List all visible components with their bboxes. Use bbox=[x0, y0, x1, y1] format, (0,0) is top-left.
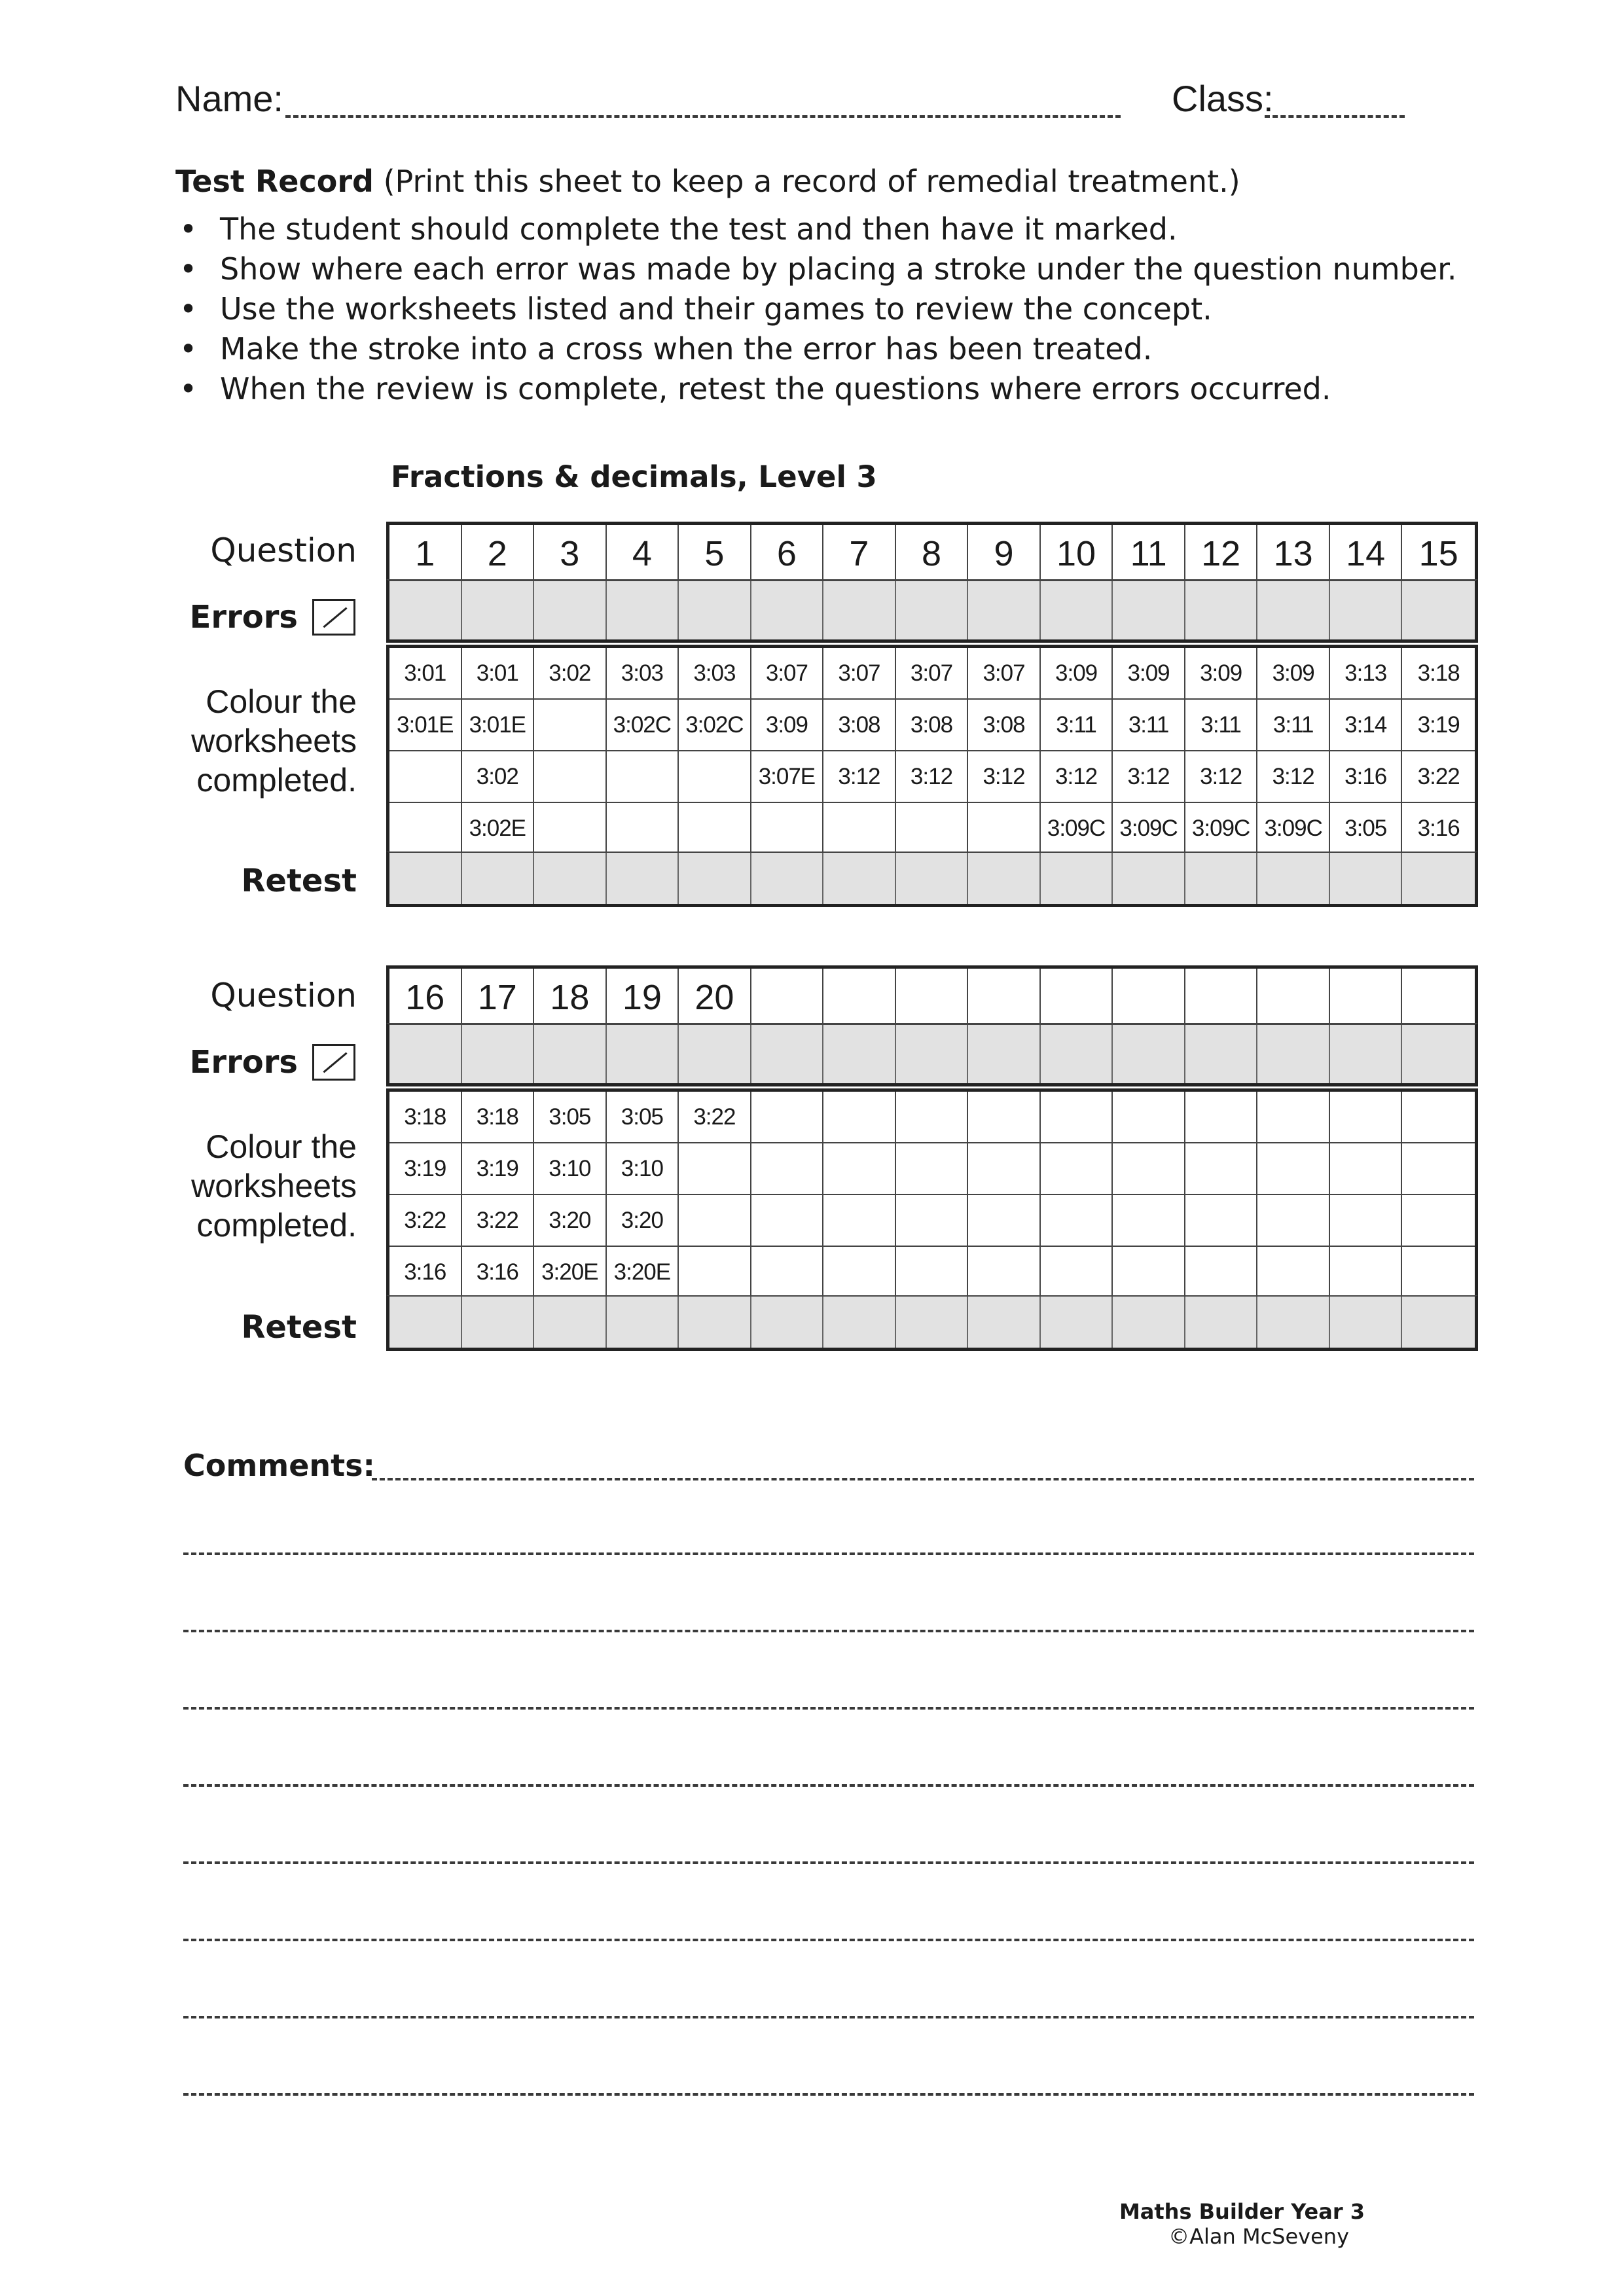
error-mark-cell[interactable] bbox=[896, 581, 969, 641]
worksheet-cell[interactable]: 3:16 bbox=[389, 1247, 462, 1299]
question-number-cell: 5 bbox=[679, 525, 751, 583]
question-number-cell bbox=[1041, 969, 1113, 1026]
question-number-cell bbox=[823, 969, 896, 1026]
worksheet-cell[interactable] bbox=[534, 803, 607, 855]
error-mark-cell[interactable] bbox=[1330, 581, 1403, 641]
worksheet-cell[interactable] bbox=[751, 1143, 824, 1195]
colour-label-line: completed. bbox=[196, 1207, 357, 1244]
retest-cell[interactable] bbox=[1330, 853, 1403, 904]
test-record-title: Test Record bbox=[175, 164, 374, 199]
worksheet-cell[interactable]: 3:18 bbox=[1402, 648, 1475, 700]
worksheet-cell[interactable]: 3:12 bbox=[1041, 751, 1113, 803]
comment-line[interactable] bbox=[183, 1784, 1474, 1787]
retest-cell[interactable] bbox=[679, 853, 751, 904]
worksheet-cell[interactable]: 3:11 bbox=[1185, 700, 1258, 751]
colour-label-line: Colour the bbox=[206, 1128, 357, 1165]
question-number-cell bbox=[1257, 969, 1330, 1026]
worksheet-cell[interactable]: 3:19 bbox=[462, 1143, 535, 1195]
error-mark-cell[interactable] bbox=[679, 1025, 751, 1085]
worksheet-cell[interactable]: 3:13 bbox=[1330, 648, 1403, 700]
worksheet-cell[interactable]: 3:11 bbox=[1041, 700, 1113, 751]
comments-label: Comments: bbox=[183, 1448, 375, 1483]
name-field-line[interactable] bbox=[285, 115, 1121, 118]
error-mark-cell[interactable] bbox=[823, 1025, 896, 1085]
worksheet-cell[interactable]: 3:12 bbox=[1257, 751, 1330, 803]
retest-cell[interactable] bbox=[751, 1297, 824, 1348]
worksheet-cell[interactable] bbox=[968, 1195, 1041, 1247]
error-mark-cell[interactable] bbox=[1185, 1025, 1258, 1085]
worksheet-cell[interactable]: 3:11 bbox=[1257, 700, 1330, 751]
retest-cell[interactable] bbox=[968, 853, 1041, 904]
retest-cell[interactable] bbox=[1185, 853, 1258, 904]
worksheet-cell[interactable] bbox=[1185, 1092, 1258, 1143]
worksheet-cell[interactable]: 3:18 bbox=[389, 1092, 462, 1143]
retest-cell[interactable] bbox=[1185, 1297, 1258, 1348]
worksheet-cell[interactable] bbox=[1185, 1247, 1258, 1299]
worksheet-cell[interactable]: 3:09 bbox=[1185, 648, 1258, 700]
comment-line[interactable] bbox=[183, 2016, 1474, 2018]
worksheet-cell[interactable]: 3:22 bbox=[462, 1195, 535, 1247]
retest-cell[interactable] bbox=[462, 853, 535, 904]
instruction-item: • Show where each error was made by placing a stroke under the question number. bbox=[175, 249, 1456, 289]
retest-cell[interactable] bbox=[823, 1297, 896, 1348]
worksheet-cell[interactable]: 3:16 bbox=[1330, 751, 1403, 803]
comment-line[interactable] bbox=[183, 1861, 1474, 1864]
test-record-subtitle: (Print this sheet to keep a record of remedial treatment.) bbox=[383, 164, 1240, 199]
worksheet-cell[interactable]: 3:01 bbox=[389, 648, 462, 700]
question-number-cell: 17 bbox=[462, 969, 535, 1026]
retest-cell[interactable] bbox=[534, 853, 607, 904]
worksheet-cell[interactable] bbox=[823, 803, 896, 855]
worksheet-cell[interactable] bbox=[1185, 1143, 1258, 1195]
worksheet-cell[interactable] bbox=[1402, 1143, 1475, 1195]
error-mark-cell[interactable] bbox=[751, 581, 824, 641]
worksheet-cell[interactable]: 3:19 bbox=[1402, 700, 1475, 751]
colour-label-line: completed. bbox=[196, 762, 357, 798]
errors-label-group bbox=[190, 1044, 355, 1081]
worksheet-cell[interactable]: 3:22 bbox=[389, 1195, 462, 1247]
worksheet-cell[interactable]: 3:22 bbox=[1402, 751, 1475, 803]
worksheet-cell[interactable]: 3:01 bbox=[462, 648, 535, 700]
instruction-item: • Use the worksheets listed and their games to review the concept. bbox=[175, 289, 1456, 329]
question-number-cell: 20 bbox=[679, 969, 751, 1026]
worksheet-cell[interactable] bbox=[896, 1195, 969, 1247]
retest-cell[interactable] bbox=[679, 1297, 751, 1348]
worksheet-cell[interactable]: 3:18 bbox=[462, 1092, 535, 1143]
class-label: Class: bbox=[1172, 78, 1274, 119]
retest-cell[interactable] bbox=[1113, 1297, 1185, 1348]
error-mark-cell[interactable] bbox=[1113, 1025, 1185, 1085]
retest-row bbox=[386, 852, 1478, 907]
colour-label-line: Colour the bbox=[206, 683, 357, 720]
question-label: Question bbox=[210, 531, 357, 569]
worksheet-cell[interactable]: 3:05 bbox=[534, 1092, 607, 1143]
error-mark-cell[interactable] bbox=[607, 1025, 679, 1085]
colour-worksheets-label bbox=[191, 1127, 357, 1245]
worksheet-cell[interactable] bbox=[1257, 1143, 1330, 1195]
question-number-cell bbox=[1330, 969, 1403, 1026]
question-number-cell: 16 bbox=[389, 969, 462, 1026]
worksheet-cell[interactable]: 3:09 bbox=[1113, 648, 1185, 700]
worksheet-cell[interactable] bbox=[1402, 1092, 1475, 1143]
worksheet-cell[interactable] bbox=[823, 1195, 896, 1247]
worksheet-cell[interactable] bbox=[679, 1195, 751, 1247]
retest-cell[interactable] bbox=[1257, 853, 1330, 904]
question-number-cell: 14 bbox=[1330, 525, 1403, 583]
retest-cell[interactable] bbox=[534, 1297, 607, 1348]
question-number-cell: 18 bbox=[534, 969, 607, 1026]
error-mark-cell[interactable] bbox=[1330, 1025, 1403, 1085]
question-label: Question bbox=[210, 977, 357, 1014]
retest-cell[interactable] bbox=[1041, 1297, 1113, 1348]
row-divider bbox=[386, 639, 1478, 643]
question-number-cell: 7 bbox=[823, 525, 896, 583]
worksheet-cell[interactable]: 3:05 bbox=[607, 1092, 679, 1143]
worksheet-cell[interactable]: 3:09C bbox=[1257, 803, 1330, 855]
worksheet-cell[interactable] bbox=[1113, 1247, 1185, 1299]
question-number-cell bbox=[896, 969, 969, 1026]
question-number-cell bbox=[968, 969, 1041, 1026]
worksheet-cell[interactable]: 3:20 bbox=[534, 1195, 607, 1247]
question-number-cell: 11 bbox=[1113, 525, 1185, 583]
stroke-mark-icon bbox=[312, 1044, 355, 1081]
worksheet-cell[interactable]: 3:05 bbox=[1330, 803, 1403, 855]
worksheet-cell[interactable] bbox=[968, 803, 1041, 855]
worksheet-cell[interactable]: 3:12 bbox=[1185, 751, 1258, 803]
footer-copyright: ©Alan McSeveny bbox=[1168, 2224, 1349, 2249]
worksheet-cell[interactable]: 3:10 bbox=[534, 1143, 607, 1195]
worksheet-cell[interactable]: 3:22 bbox=[679, 1092, 751, 1143]
error-mark-cell[interactable] bbox=[1113, 581, 1185, 641]
worksheet-cell[interactable]: 3:09 bbox=[1041, 648, 1113, 700]
worksheet-cell[interactable] bbox=[679, 1247, 751, 1299]
worksheet-cell[interactable] bbox=[1257, 1195, 1330, 1247]
worksheet-cell[interactable] bbox=[1113, 1195, 1185, 1247]
retest-cell[interactable] bbox=[607, 853, 679, 904]
retest-cell[interactable] bbox=[1113, 853, 1185, 904]
worksheet-cell[interactable]: 3:09C bbox=[1041, 803, 1113, 855]
retest-cell[interactable] bbox=[1330, 1297, 1403, 1348]
colour-worksheets-label bbox=[191, 682, 357, 800]
comment-line[interactable] bbox=[183, 2093, 1474, 2096]
worksheets-grid bbox=[386, 1088, 1478, 1299]
question-number-cell: 8 bbox=[896, 525, 969, 583]
worksheet-cell[interactable]: 3:01E bbox=[462, 700, 535, 751]
error-mark-cell[interactable] bbox=[751, 1025, 824, 1085]
instruction-item: • Make the stroke into a cross when the error has been treated. bbox=[175, 329, 1456, 369]
worksheet-cell[interactable] bbox=[1257, 1092, 1330, 1143]
retest-cell[interactable] bbox=[896, 853, 969, 904]
worksheet-cell[interactable]: 3:16 bbox=[1402, 803, 1475, 855]
worksheet-cell[interactable]: 3:09C bbox=[1185, 803, 1258, 855]
worksheet-cell[interactable]: 3:12 bbox=[823, 751, 896, 803]
worksheet-cell[interactable] bbox=[1113, 1092, 1185, 1143]
worksheet-cell[interactable]: 3:08 bbox=[968, 700, 1041, 751]
question-number-cell: 13 bbox=[1257, 525, 1330, 583]
worksheet-cell[interactable]: 3:07 bbox=[968, 648, 1041, 700]
errors-label: Errors bbox=[189, 599, 298, 636]
worksheet-cell[interactable] bbox=[896, 803, 969, 855]
worksheet-cell[interactable]: 3:09C bbox=[1113, 803, 1185, 855]
worksheet-cell[interactable] bbox=[823, 1247, 896, 1299]
worksheet-cell[interactable] bbox=[679, 751, 751, 803]
retest-cell[interactable] bbox=[1257, 1297, 1330, 1348]
instruction-item: • The student should complete the test and then have it marked. bbox=[175, 209, 1456, 249]
question-number-cell: 6 bbox=[751, 525, 824, 583]
error-mark-cell[interactable] bbox=[462, 581, 535, 641]
error-mark-cell[interactable] bbox=[1185, 581, 1258, 641]
errors-row bbox=[386, 1023, 1478, 1085]
question-number-cell bbox=[1185, 969, 1258, 1026]
retest-cell[interactable] bbox=[389, 1297, 462, 1348]
stroke-mark-icon bbox=[312, 599, 355, 636]
colour-label-line: worksheets bbox=[191, 1168, 357, 1204]
worksheet-cell[interactable]: 3:20E bbox=[534, 1247, 607, 1299]
question-number-cell: 15 bbox=[1418, 534, 1458, 573]
worksheet-cell[interactable]: 3:12 bbox=[1113, 751, 1185, 803]
worksheet-cell[interactable]: 3:09 bbox=[751, 700, 824, 751]
retest-label: Retest bbox=[241, 863, 357, 899]
question-number-cell: 9 bbox=[968, 525, 1041, 583]
worksheet-cell[interactable]: 3:14 bbox=[1330, 700, 1403, 751]
error-mark-cell[interactable] bbox=[462, 1025, 535, 1085]
error-mark-cell[interactable] bbox=[607, 581, 679, 641]
worksheet-cell[interactable] bbox=[823, 1092, 896, 1143]
worksheet-cell[interactable] bbox=[1330, 1195, 1403, 1247]
question-number-cell: 4 bbox=[607, 525, 679, 583]
worksheet-cell[interactable] bbox=[534, 751, 607, 803]
worksheet-cell[interactable]: 3:03 bbox=[679, 648, 751, 700]
retest-cell[interactable] bbox=[896, 1297, 969, 1348]
worksheet-cell[interactable]: 3:20E bbox=[607, 1247, 679, 1299]
worksheets-grid bbox=[386, 645, 1478, 855]
error-mark-cell[interactable] bbox=[1402, 1025, 1475, 1085]
worksheet-cell[interactable] bbox=[968, 1247, 1041, 1299]
question-number-cell: 1 bbox=[389, 525, 462, 583]
footer-book-title: Maths Builder Year 3 bbox=[1119, 2199, 1365, 2224]
colour-label-line: worksheets bbox=[191, 723, 357, 759]
worksheet-cell[interactable]: 3:10 bbox=[607, 1143, 679, 1195]
error-mark-cell[interactable] bbox=[896, 1025, 969, 1085]
worksheet-cell[interactable] bbox=[751, 803, 824, 855]
worksheet-cell[interactable]: 3:07 bbox=[823, 648, 896, 700]
instruction-list bbox=[175, 209, 1456, 409]
worksheet-cell[interactable] bbox=[389, 803, 462, 855]
worksheet-cell[interactable] bbox=[1330, 1143, 1403, 1195]
worksheet-cell[interactable]: 3:09 bbox=[1257, 648, 1330, 700]
error-mark-cell[interactable] bbox=[1041, 1025, 1113, 1085]
worksheet-cell[interactable] bbox=[534, 700, 607, 751]
retest-cell[interactable] bbox=[607, 1297, 679, 1348]
errors-label-group bbox=[190, 599, 355, 636]
worksheet-cell[interactable] bbox=[1041, 1247, 1113, 1299]
worksheet-cell[interactable] bbox=[968, 1143, 1041, 1195]
error-mark-cell[interactable] bbox=[968, 1025, 1041, 1085]
worksheet-cell[interactable] bbox=[896, 1092, 969, 1143]
worksheet-cell[interactable]: 3:02 bbox=[534, 648, 607, 700]
worksheet-cell[interactable] bbox=[823, 1143, 896, 1195]
error-mark-cell[interactable] bbox=[679, 581, 751, 641]
retest-cell[interactable] bbox=[1402, 1297, 1475, 1348]
worksheet-cell[interactable] bbox=[968, 1092, 1041, 1143]
class-field-line[interactable] bbox=[1265, 115, 1405, 118]
worksheet-cell[interactable] bbox=[751, 1247, 824, 1299]
retest-label: Retest bbox=[241, 1309, 357, 1346]
worksheet-cell[interactable]: 3:07 bbox=[751, 648, 824, 700]
name-label: Name: bbox=[175, 78, 283, 119]
question-number-cell: 12 bbox=[1185, 525, 1258, 583]
comment-line[interactable] bbox=[183, 1707, 1474, 1710]
errors-row bbox=[386, 579, 1478, 641]
comment-line[interactable] bbox=[372, 1478, 1474, 1480]
retest-cell[interactable] bbox=[823, 853, 896, 904]
error-mark-cell[interactable] bbox=[1041, 581, 1113, 641]
worksheet-cell[interactable] bbox=[1113, 1143, 1185, 1195]
comment-line[interactable] bbox=[183, 1630, 1474, 1632]
retest-cell[interactable] bbox=[389, 853, 462, 904]
error-mark-cell[interactable] bbox=[389, 1025, 462, 1085]
error-mark-cell[interactable] bbox=[1402, 581, 1475, 641]
retest-cell[interactable] bbox=[462, 1297, 535, 1348]
question-number-row bbox=[386, 965, 1478, 1026]
worksheet-cell[interactable]: 3:02C bbox=[607, 700, 679, 751]
worksheet-cell[interactable]: 3:03 bbox=[607, 648, 679, 700]
retest-cell[interactable] bbox=[1402, 853, 1475, 904]
worksheet-cell[interactable]: 3:12 bbox=[968, 751, 1041, 803]
error-mark-cell[interactable] bbox=[534, 1025, 607, 1085]
test-record-heading bbox=[175, 164, 1240, 199]
worksheet-cell[interactable] bbox=[1041, 1143, 1113, 1195]
table-title: Fractions & decimals, Level 3 bbox=[391, 459, 877, 494]
retest-cell[interactable] bbox=[1041, 853, 1113, 904]
question-number-cell: 10 bbox=[1041, 525, 1113, 583]
worksheet-cell[interactable]: 3:02 bbox=[462, 751, 535, 803]
worksheet-cell[interactable] bbox=[1402, 1247, 1475, 1299]
worksheet-cell[interactable] bbox=[1041, 1195, 1113, 1247]
comment-line[interactable] bbox=[183, 1939, 1474, 1941]
question-number-cell: 3 bbox=[534, 525, 607, 583]
worksheet-cell[interactable] bbox=[896, 1143, 969, 1195]
retest-cell[interactable] bbox=[968, 1297, 1041, 1348]
retest-row bbox=[386, 1295, 1478, 1351]
row-divider bbox=[386, 1083, 1478, 1086]
worksheet-cell[interactable]: 3:12 bbox=[896, 751, 969, 803]
error-mark-cell[interactable] bbox=[1257, 581, 1330, 641]
retest-cell[interactable] bbox=[751, 853, 824, 904]
question-number-cell bbox=[1402, 969, 1475, 1026]
worksheet-cell[interactable] bbox=[389, 751, 462, 803]
worksheet-cell[interactable] bbox=[896, 1247, 969, 1299]
worksheet-cell[interactable]: 3:20 bbox=[607, 1195, 679, 1247]
worksheet-cell[interactable] bbox=[607, 751, 679, 803]
worksheet-cell[interactable] bbox=[679, 1143, 751, 1195]
worksheet-cell[interactable]: 3:11 bbox=[1113, 700, 1185, 751]
question-number-row bbox=[386, 522, 1478, 583]
question-number-cell bbox=[751, 969, 824, 1026]
errors-label: Errors bbox=[189, 1044, 298, 1081]
worksheet-cell[interactable] bbox=[1402, 1195, 1475, 1247]
worksheet-cell[interactable]: 3:16 bbox=[462, 1247, 535, 1299]
worksheet-cell[interactable] bbox=[1257, 1247, 1330, 1299]
question-number-cell: 19 bbox=[607, 969, 679, 1026]
worksheet-cell[interactable] bbox=[751, 1195, 824, 1247]
worksheet-cell[interactable]: 3:02E bbox=[462, 803, 535, 855]
worksheet-cell[interactable]: 3:07 bbox=[896, 648, 969, 700]
worksheet-cell[interactable] bbox=[751, 1092, 824, 1143]
worksheet-cell[interactable]: 3:08 bbox=[823, 700, 896, 751]
worksheet-cell[interactable] bbox=[1330, 1247, 1403, 1299]
error-mark-cell[interactable] bbox=[534, 581, 607, 641]
error-mark-cell[interactable] bbox=[389, 581, 462, 641]
worksheet-cell[interactable] bbox=[1185, 1195, 1258, 1247]
worksheet-cell[interactable]: 3:19 bbox=[389, 1143, 462, 1195]
worksheet-cell[interactable] bbox=[607, 803, 679, 855]
question-number-cell: 2 bbox=[462, 525, 535, 583]
worksheet-cell[interactable] bbox=[1041, 1092, 1113, 1143]
worksheet-cell[interactable] bbox=[679, 803, 751, 855]
error-mark-cell[interactable] bbox=[823, 581, 896, 641]
worksheet-cell[interactable] bbox=[1330, 1092, 1403, 1143]
comment-line[interactable] bbox=[183, 1552, 1474, 1555]
question-number-cell bbox=[1113, 969, 1185, 1026]
worksheet-cell[interactable]: 3:08 bbox=[896, 700, 969, 751]
error-mark-cell[interactable] bbox=[968, 581, 1041, 641]
instruction-item: • When the review is complete, retest the questions where errors occurred. bbox=[175, 369, 1456, 409]
worksheet-cell[interactable]: 3:02C bbox=[679, 700, 751, 751]
worksheet-cell[interactable]: 3:01E bbox=[389, 700, 462, 751]
error-mark-cell[interactable] bbox=[1257, 1025, 1330, 1085]
worksheet-cell[interactable]: 3:07E bbox=[751, 751, 824, 803]
